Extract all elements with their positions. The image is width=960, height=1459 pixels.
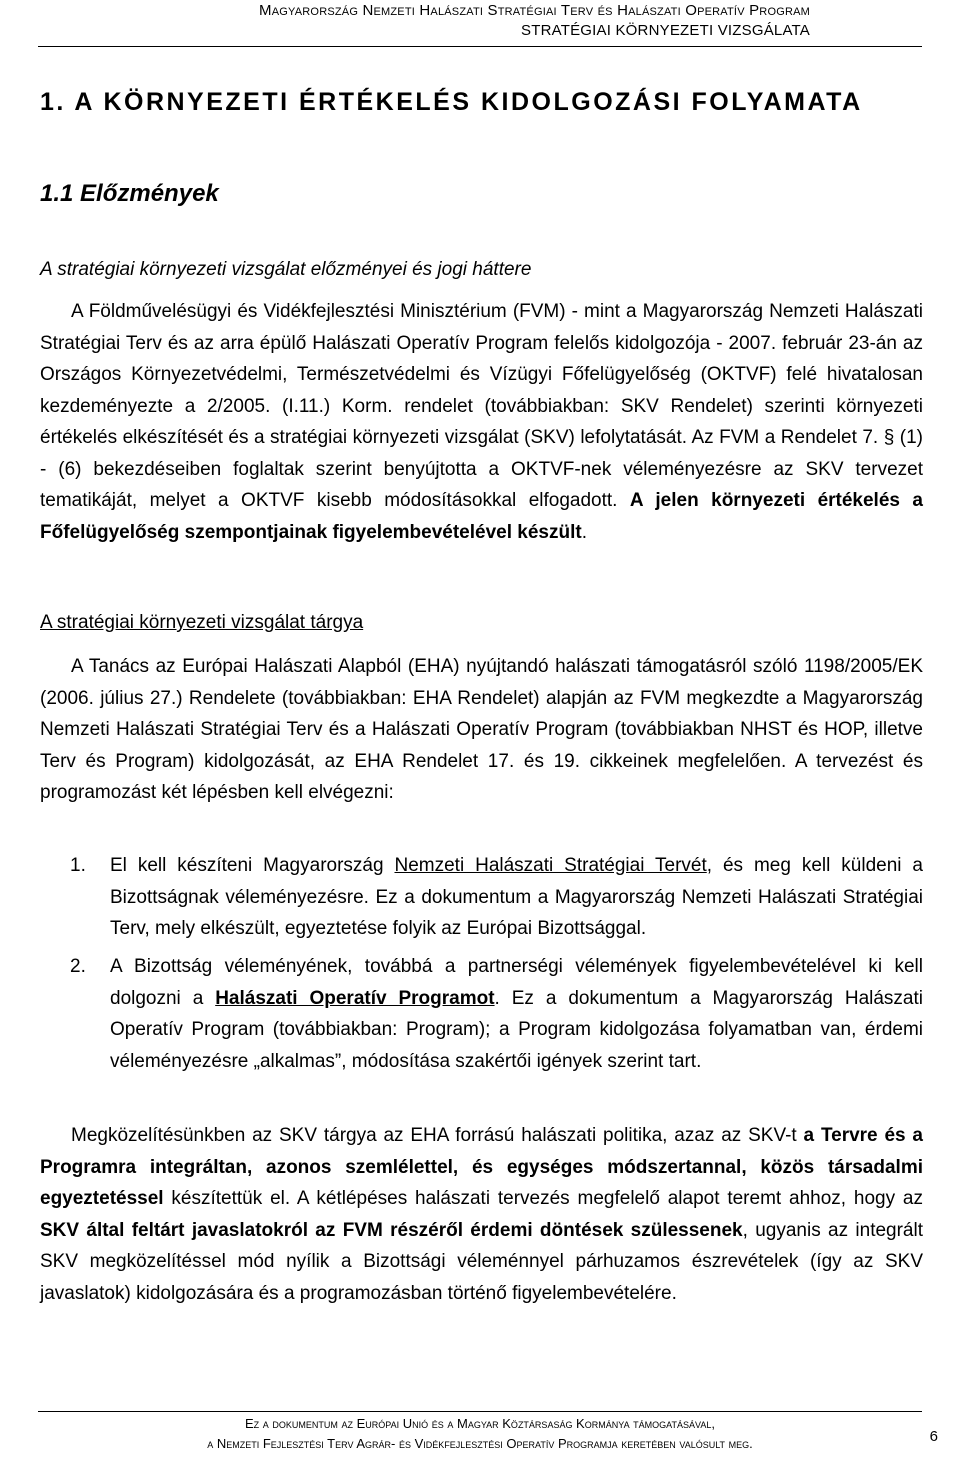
approach-text: , ugyanis az integrált SKV megközelítéssel mód nyílik a Bizottsági véleménnyel párhuzamos észrevételek (így az SKV javaslatok) kidolgozására és a programozásban történő figyelembevételére. xyxy=(40,1219,924,1304)
section-heading: 1.1 Előzmények xyxy=(40,180,219,207)
list-item-text: . Ez a dokumentum a Magyarország Halászati Operatív Program (továbbiakban: Program); a Program kidolgozása folyamatban van, érdemi véleményezésre „alkalmas”, módosítása szakértői igények szerint tart. xyxy=(110,987,923,1072)
background-paragraph xyxy=(40,296,923,548)
list-item-text: El kell készíteni Magyarország xyxy=(110,855,395,876)
list-item-number: 2. xyxy=(70,956,86,977)
subsection-title-background: A stratégiai környezeti vizsgálat előzményei és jogi háttere xyxy=(40,259,532,280)
page-number: 6 xyxy=(929,1428,938,1445)
running-header-subtitle: STRATÉGIAI KÖRNYEZETI VIZSGÁLATA xyxy=(521,22,810,39)
chapter-heading: 1. A KÖRNYEZETI ÉRTÉKELÉS KIDOLGOZÁSI FOLYAMATA xyxy=(40,88,863,116)
background-text: A Földművelésügyi és Vidékfejlesztési Minisztérium (FVM) - mint a Magyarország Nemzeti Halászati Stratégiai Terv és az arra épülő Halászati Operatív Program felelős kidolgozója - 2007. február 23-án az Országos Környezetvédelmi, Természetvédelmi és Vízügyi Főfelügyelőség (OKTVF) felé hivatalosan kezdeményezte a 2/2005. (I.11.) Korm. rendelet (továbbiakban: SKV Rendelet) szerinti környezeti értékelés elkészítését és a stratégiai környezeti vizsgálat (SKV) lefolytatását. Az FVM a Rendelet 7. § (1) - (6) bekezdéseiben foglaltak szerint benyújtotta a OKTVF-nek véleményezésre az SKV tervezet tematikáját, melyet a OKTVF kisebb módosításokkal elfogadott. xyxy=(40,301,923,511)
list-item-number: 1. xyxy=(70,855,86,876)
list-item-text: , és meg kell küldeni a Bizottságnak véleményezésre. Ez a dokumentum a Magyarország Nemzeti Halászati Stratégiai Terv, mely elkészült, egyeztetése folyik az Európai Bizottsággal. xyxy=(110,855,923,939)
footer-line-1: Ez a dokumentum az Európai Unió és a Magyar Köztársaság Kormánya támogatásával, xyxy=(245,1416,715,1431)
background-bold-statement: A jelen környezeti értékelés a Főfelügyelőség szempontjainak figyelembevételével készült xyxy=(40,490,923,543)
list-item xyxy=(70,850,923,945)
approach-text: készítettük el. A kétlépéses halászati tervezés megfelelő alapot teremt ahhoz, hogy az xyxy=(163,1188,923,1209)
subsection-title-subject: A stratégiai környezeti vizsgálat tárgya xyxy=(40,612,364,633)
subject-paragraph: A Tanács az Európai Halászati Alapból (EHA) nyújtandó halászati támogatásról szóló 1198/2005/EK (2006. július 27.) Rendelete (továbbiakban: EHA Rendelet) alapján az FVM megkezdte a Magyarország Nemzeti Halászati Stratégiai Terv és a Halászati Operatív Program (továbbiakban NHST és HOP, illetve Terv és Program) kidolgozását, az EHA Rendelet 17. és 19. cikkeinek megfelelően. A tervezést és programozást két lépésben kell elvégezni: xyxy=(40,656,923,803)
background-end: . xyxy=(581,521,587,543)
approach-bold: a Tervre és a Programra integráltan, azonos szemlélettel, és egységes módszertannal, közös társadalmi egyeztetéssel xyxy=(40,1125,923,1209)
footer-line-2: a Nemzeti Fejlesztési Terv Agrár- és Vidékfejlesztési Operatív Programja keretében valósult meg. xyxy=(207,1436,753,1451)
approach-bold: SKV által feltárt javaslatokról az FVM részéről érdemi döntések szülessenek xyxy=(40,1219,743,1241)
list-item-text: A Bizottság véleményének, továbbá a partnerségi vélemények figyelembevételével ki kell dolgozni a xyxy=(110,956,923,1009)
header-divider xyxy=(38,46,922,47)
list-item xyxy=(70,951,923,1077)
approach-paragraph xyxy=(40,1120,923,1309)
list-item-underlined: Nemzeti Halászati Stratégiai Tervét xyxy=(394,855,707,876)
running-header-title: Magyarország Nemzeti Halászati Stratégiai Terv és Halászati Operatív Program xyxy=(259,2,810,19)
approach-text: Megközelítésünkben az SKV tárgya az EHA forrású halászati politika, azaz az SKV-t xyxy=(71,1125,804,1146)
footer-divider xyxy=(38,1411,922,1412)
list-item-underlined: Halászati Operatív Programot xyxy=(215,987,495,1009)
